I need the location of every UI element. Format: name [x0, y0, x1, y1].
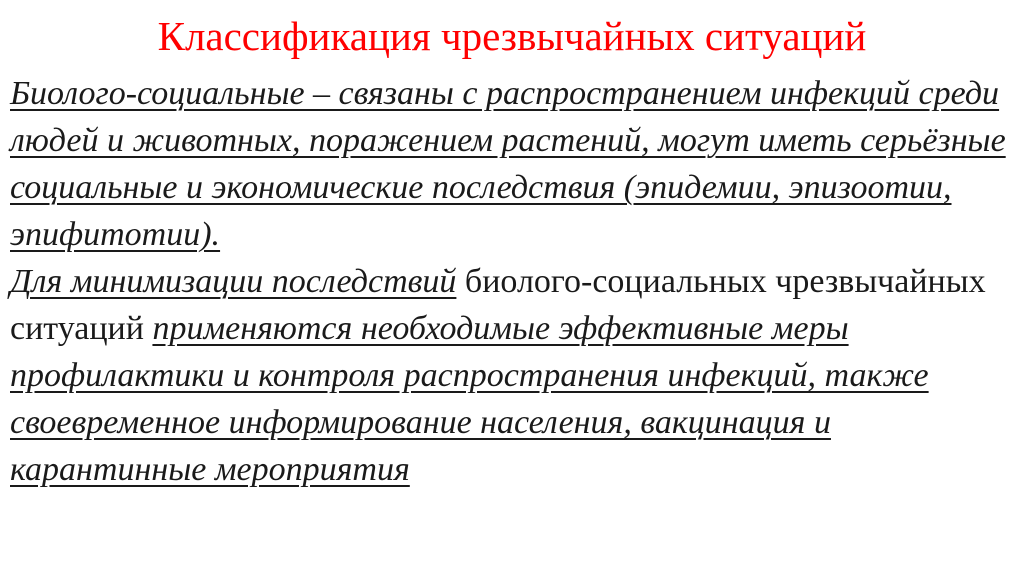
situations-text: биолого-социальных чрезвычайных ситуаций	[10, 263, 986, 347]
slide-body	[10, 70, 1015, 493]
paragraph-bio-social-definition	[10, 70, 1015, 258]
definition-text: Биолого-социальные – связаны с распространением инфекций среди людей и животных, поражением растений, могут иметь серьёзные социальные и экономические последствия (эпидемии, эпизоотии, эпифитотии).	[10, 75, 1006, 253]
slide-title: Классификация чрезвычайных ситуаций	[157, 13, 867, 59]
minimization-lead-text: Для минимизации последствий	[10, 263, 457, 300]
measures-text: применяются необходимые эффективные меры профилактики и контроля распространения инфекций, также своевременное информирование населения, вакцинация и карантинные мероприятия	[10, 310, 929, 488]
paragraph-minimization-measures	[10, 258, 1015, 493]
